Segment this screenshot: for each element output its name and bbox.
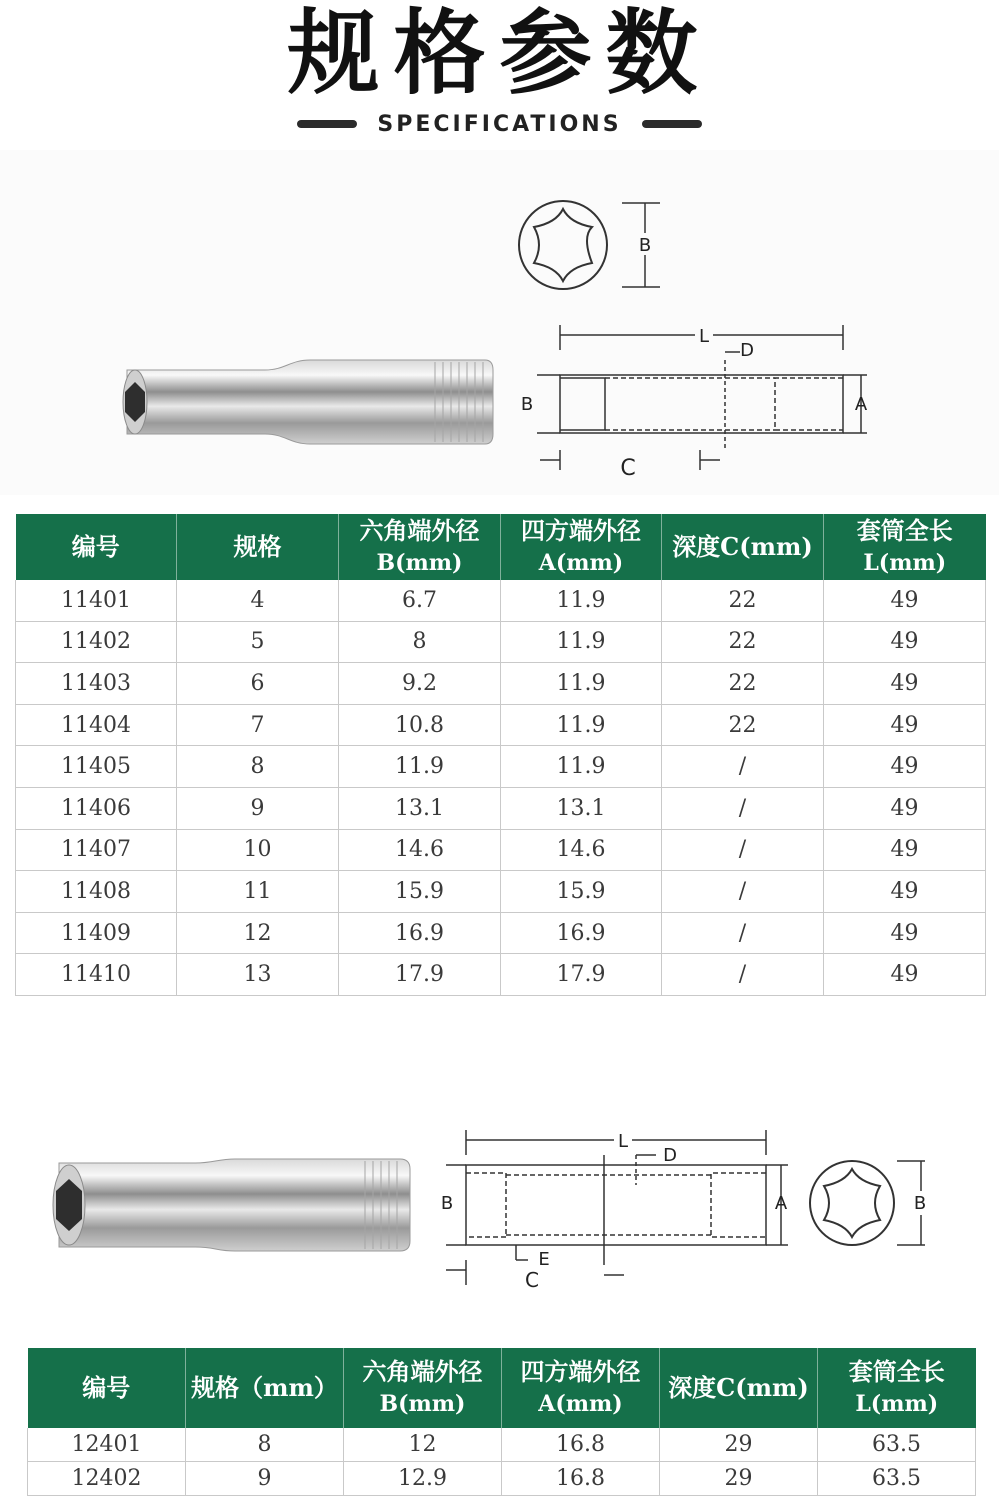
dim-label-c-2: C [525, 1268, 539, 1292]
table-cell: 11.9 [339, 746, 501, 788]
header-line-1: 四方端外径 [520, 1357, 641, 1386]
table-cell: 11409 [16, 912, 177, 954]
header-cell [662, 514, 824, 580]
subtitle: SPECIFICATIONS [377, 111, 622, 137]
header-line-2: A(mm) [538, 550, 624, 576]
header-line-2: L(mm) [855, 1391, 939, 1417]
table-cell: 49 [824, 954, 986, 996]
dim-label-a: A [854, 394, 868, 415]
table-cell: 12 [177, 912, 339, 954]
dim-label-b-side-2: B [440, 1193, 454, 1214]
table-cell: 11407 [16, 829, 177, 871]
table-cell: 11403 [16, 663, 177, 705]
hex-end-diagram-1 [510, 195, 660, 295]
socket-photo-1 [115, 352, 500, 452]
table-cell: 17.9 [501, 954, 662, 996]
table-cell: / [662, 912, 824, 954]
table-cell: 29 [660, 1462, 818, 1496]
hex-end-diagram-2 [805, 1155, 935, 1255]
table-cell: 15.9 [339, 871, 501, 913]
header-line-1: 六角端外径 [359, 516, 480, 545]
header-line-1: 规格 [233, 532, 282, 561]
table-cell: 16.9 [339, 912, 501, 954]
dim-label-e-2: E [538, 1249, 550, 1270]
table-body [28, 1428, 976, 1496]
table-cell: 8 [339, 621, 501, 663]
table-cell: 10 [177, 829, 339, 871]
table-cell: 16.8 [502, 1462, 660, 1496]
table-cell: 9 [186, 1462, 344, 1496]
header-cell [502, 1348, 660, 1428]
table-cell: 13.1 [339, 787, 501, 829]
table-cell: 9 [177, 787, 339, 829]
header-line-2: B(mm) [376, 550, 463, 576]
table-cell: 11406 [16, 787, 177, 829]
header-line-1: 套筒全长 [856, 516, 953, 545]
header-cell [501, 514, 662, 580]
header-line-2: B(mm) [379, 1391, 466, 1417]
table-cell: 49 [824, 621, 986, 663]
table-cell: 15.9 [501, 871, 662, 913]
table-cell: 11405 [16, 746, 177, 788]
table-cell: / [662, 871, 824, 913]
table-body [16, 580, 986, 995]
header-cell [177, 514, 339, 580]
table-cell: 12401 [28, 1428, 186, 1462]
table-cell: 10.8 [339, 704, 501, 746]
socket-side-diagram-1 [515, 320, 875, 490]
table-cell: 63.5 [818, 1462, 976, 1496]
table-cell: 8 [177, 746, 339, 788]
header-line-2: L(mm) [863, 550, 947, 576]
header-cell [344, 1348, 502, 1428]
dim-label-d-2: D [663, 1145, 677, 1166]
table-cell: / [662, 829, 824, 871]
table-cell: 49 [824, 871, 986, 913]
table-row [16, 704, 986, 746]
table-cell: 22 [662, 704, 824, 746]
header-cell [824, 514, 986, 580]
table-cell: 17.9 [339, 954, 501, 996]
socket-photo-2 [45, 1155, 420, 1255]
table-cell: 8 [186, 1428, 344, 1462]
table-cell: 11408 [16, 871, 177, 913]
dim-label-a-2: A [774, 1193, 788, 1214]
table-cell: 49 [824, 912, 986, 954]
table-cell: 29 [660, 1428, 818, 1462]
table-cell: 49 [824, 829, 986, 871]
header-cell [818, 1348, 976, 1428]
table-cell: 6.7 [339, 580, 501, 621]
header-line-1: 套筒全长 [848, 1357, 945, 1386]
table-cell: 4 [177, 580, 339, 621]
table-row [16, 746, 986, 788]
table-cell: 11401 [16, 580, 177, 621]
table-cell: 11.9 [501, 663, 662, 705]
header-line-1: 编号 [71, 532, 120, 561]
table-row [16, 663, 986, 705]
header-line-1: 六角端外径 [362, 1357, 483, 1386]
table-header-row [28, 1348, 976, 1428]
header-cell [186, 1348, 344, 1428]
header-cell [660, 1348, 818, 1428]
dim-label-b-2: B [913, 1193, 927, 1214]
table-row [28, 1428, 976, 1462]
table-cell: 49 [824, 746, 986, 788]
header-cell [339, 514, 501, 580]
table-cell: 22 [662, 621, 824, 663]
table-row [16, 871, 986, 913]
header-cell [16, 514, 177, 580]
table-row [16, 787, 986, 829]
table-header-row [16, 514, 986, 580]
header-line-1: 深度C(mm) [672, 532, 813, 561]
table-row [16, 580, 986, 621]
table-cell: 12.9 [344, 1462, 502, 1496]
header-cell [28, 1348, 186, 1428]
subtitle-row [0, 104, 999, 144]
table-cell: 49 [824, 663, 986, 705]
table-row [16, 829, 986, 871]
table-cell: 49 [824, 704, 986, 746]
table-cell: 11410 [16, 954, 177, 996]
dim-label-c: C [620, 456, 636, 481]
table-cell: 5 [177, 621, 339, 663]
dim-label-l-2: L [617, 1131, 629, 1152]
table-cell: 12402 [28, 1462, 186, 1496]
table-cell: 11.9 [501, 746, 662, 788]
table-cell: 63.5 [818, 1428, 976, 1462]
table-row [16, 912, 986, 954]
table-cell: 13.1 [501, 787, 662, 829]
table-cell: 11.9 [501, 621, 662, 663]
table-cell: 16.9 [501, 912, 662, 954]
right-dash-divider [642, 120, 702, 128]
header-line-1: 深度C(mm) [668, 1373, 809, 1402]
table-cell: 14.6 [339, 829, 501, 871]
table-cell: / [662, 787, 824, 829]
table-cell: 11402 [16, 621, 177, 663]
table-cell: 11.9 [501, 580, 662, 621]
table-cell: 49 [824, 787, 986, 829]
table-cell: 7 [177, 704, 339, 746]
table-row [16, 621, 986, 663]
dim-label-b: B [638, 235, 652, 256]
header-line-2: A(mm) [538, 1391, 623, 1417]
table-cell: 12 [344, 1428, 502, 1462]
table-cell: 14.6 [501, 829, 662, 871]
page-title: 规格参数 [287, 0, 712, 107]
header-line-1: 规格（mm） [191, 1373, 338, 1402]
spec-table-2 [27, 1348, 976, 1496]
dim-label-d: D [740, 340, 754, 361]
table-cell: 16.8 [502, 1428, 660, 1462]
table-cell: 9.2 [339, 663, 501, 705]
table-cell: 11 [177, 871, 339, 913]
table-cell: 11404 [16, 704, 177, 746]
table-cell: 11.9 [501, 704, 662, 746]
table-cell: 22 [662, 663, 824, 705]
dim-label-b-side: B [520, 394, 534, 415]
table-row [28, 1462, 976, 1496]
left-dash-divider [297, 120, 357, 128]
table-cell: 6 [177, 663, 339, 705]
table-cell: 49 [824, 580, 986, 621]
dim-label-l: L [698, 326, 710, 347]
table-row [16, 954, 986, 996]
table-cell: 22 [662, 580, 824, 621]
socket-side-diagram-2 [436, 1125, 796, 1295]
table-cell: / [662, 746, 824, 788]
header-line-1: 编号 [82, 1373, 131, 1402]
table-cell: / [662, 954, 824, 996]
spec-table-1 [15, 514, 986, 996]
table-cell: 13 [177, 954, 339, 996]
header-line-1: 四方端外径 [521, 516, 641, 545]
